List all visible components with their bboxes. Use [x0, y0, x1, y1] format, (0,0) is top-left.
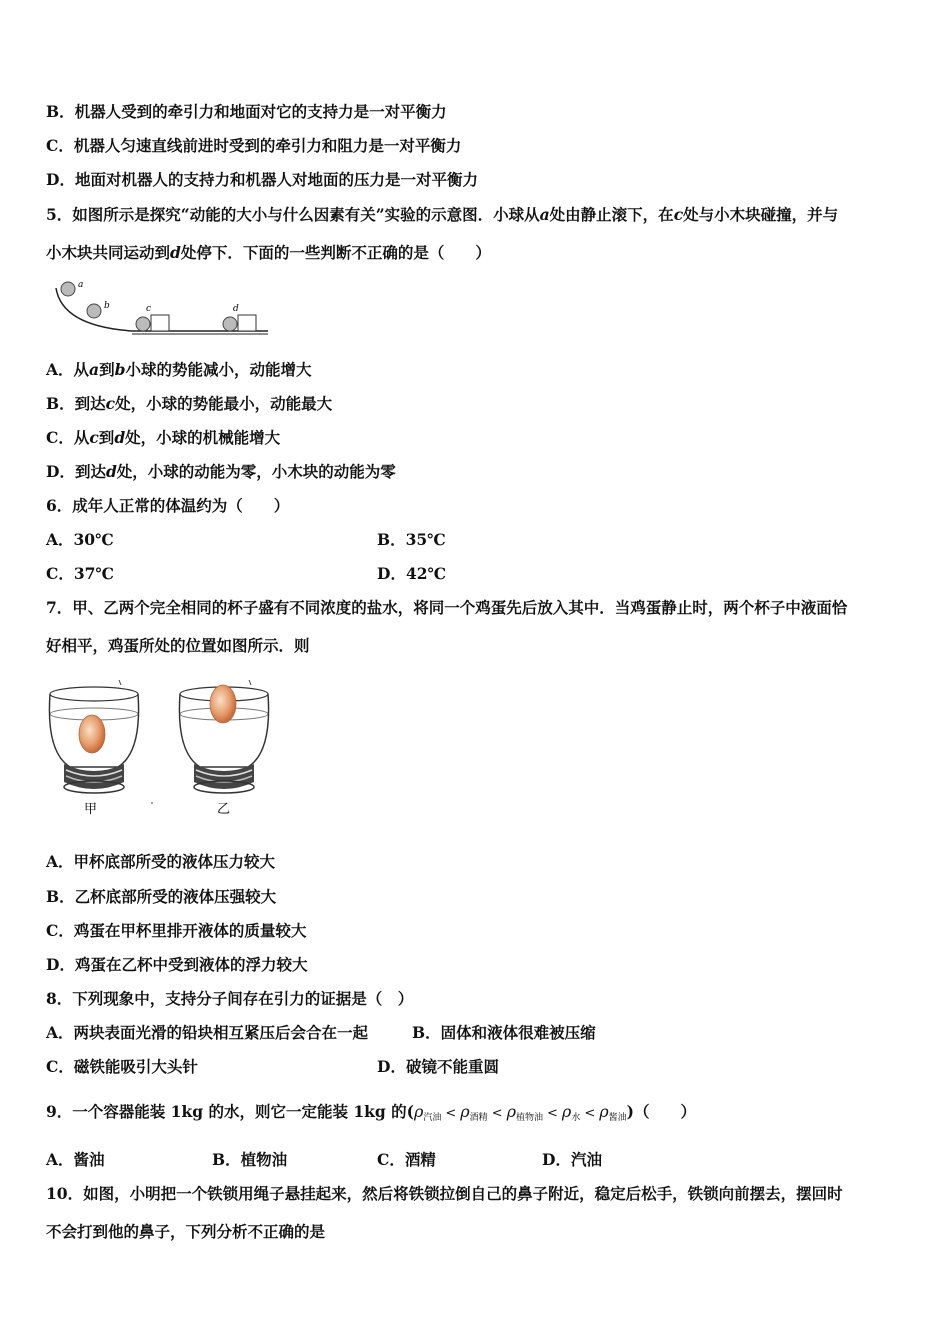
q10-stem-line2: 不会打到他的鼻子，下列分析不正确的是 — [46, 1222, 326, 1241]
q9-stem: 9．一个容器能装 1kg 的水，则它一定能装 1kg 的$(\rho_{汽油} < \rho_{酒精} < \rho_{植物油} < \rho_水 < \rho_{酱油})$（ ） — [46, 1102, 697, 1123]
label-c: c — [146, 304, 152, 314]
ball-at-d — [223, 317, 237, 331]
q10-stem-line1: 10．如图，小明把一个铁锁用绳子悬挂起来，然后将铁锁拉倒自己的鼻子附近，稳定后松手，铁锁向前摆去，摆回时 — [46, 1184, 843, 1203]
q9-option-a: A．酱油 — [46, 1150, 105, 1169]
block-at-d — [238, 315, 256, 331]
ball-at-b — [87, 304, 101, 318]
q4-option-c: C．机器人匀速直线前进时受到的牵引力和阻力是一对平衡力 — [46, 136, 462, 155]
ball-at-c — [136, 317, 150, 331]
q6-option-b: B．35℃ — [377, 530, 446, 549]
q8-option-c: C．磁铁能吸引大头针 — [46, 1057, 198, 1076]
q7-option-b: B．乙杯底部所受的液体压强较大 — [46, 887, 277, 906]
q5-ramp-figure — [52, 278, 274, 340]
egg-in-yi — [210, 685, 236, 723]
egg-in-jia — [79, 715, 105, 753]
q5-stem-line2: 小木块共同运动到d处停下．下面的一些判断不正确的是（ ） — [46, 243, 491, 262]
q4-option-d: D．地面对机器人的支持力和机器人对地面的压力是一对平衡力 — [46, 170, 478, 189]
q7-stem-line2: 好相平，鸡蛋所处的位置如图所示．则 — [46, 636, 310, 655]
q6-option-c: C．37℃ — [46, 564, 114, 583]
q8-option-a: A．两块表面光滑的铅块相互紧压后会合在一起 — [46, 1023, 369, 1042]
q7-option-c: C．鸡蛋在甲杯里排开液体的质量较大 — [46, 921, 307, 940]
glass-jia — [49, 680, 138, 793]
q7-option-d: D．鸡蛋在乙杯中受到液体的浮力较大 — [46, 955, 308, 974]
label-jia: 甲 — [84, 802, 98, 817]
q5-option-d: D．到达d处，小球的动能为零，小木块的动能为零 — [46, 462, 396, 481]
density-inequality: $\rho_{汽油} < \rho_{酒精} < \rho_{植物油} < \rho_水 < \rho_{酱油}$ — [413, 1102, 627, 1123]
q6-option-d: D．42℃ — [377, 564, 447, 583]
q5-option-c: C．从c到d处，小球的机械能增大 — [46, 428, 281, 447]
label-d: d — [233, 304, 239, 314]
label-a: a — [78, 280, 84, 290]
q7-option-a: A．甲杯底部所受的液体压力较大 — [46, 852, 276, 871]
q4-option-b: B．机器人受到的牵引力和地面对它的支持力是一对平衡力 — [46, 102, 447, 121]
q9-option-c: C．酒精 — [377, 1150, 436, 1169]
q5-option-a: A．从a到b小球的势能减小，动能增大 — [46, 360, 312, 379]
q9-option-d: D．汽油 — [542, 1150, 602, 1169]
label-b: b — [104, 301, 110, 311]
q5-stem-line1: 5．如图所示是探究“动能的大小与什么因素有关”实验的示意图．小球从a处由静止滚下，在c处与小木块碰撞，并与 — [46, 205, 839, 224]
q8-option-b: B．固体和液体很难被压缩 — [412, 1023, 596, 1042]
ball-at-a — [61, 282, 75, 296]
q7-eggs-figure — [40, 672, 290, 822]
glass-yi — [179, 680, 268, 793]
q7-stem-line1: 7．甲、乙两个完全相同的杯子盛有不同浓度的盐水，将同一个鸡蛋先后放入其中．当鸡蛋静止时，两个杯子中液面恰 — [46, 598, 848, 617]
q6-option-a: A．30℃ — [46, 530, 114, 549]
q6-stem: 6．成年人正常的体温约为（ ） — [46, 496, 290, 515]
q8-option-d: D．破镜不能重圆 — [377, 1057, 499, 1076]
block-at-c — [151, 315, 169, 331]
stray-dot — [151, 802, 153, 804]
q9-option-b: B．植物油 — [212, 1150, 288, 1169]
label-yi: 乙 — [217, 802, 231, 817]
q8-stem: 8．下列现象中，支持分子间存在引力的证据是（ ） — [46, 989, 414, 1008]
q5-option-b: B．到达c处，小球的势能最小，动能最大 — [46, 394, 333, 413]
